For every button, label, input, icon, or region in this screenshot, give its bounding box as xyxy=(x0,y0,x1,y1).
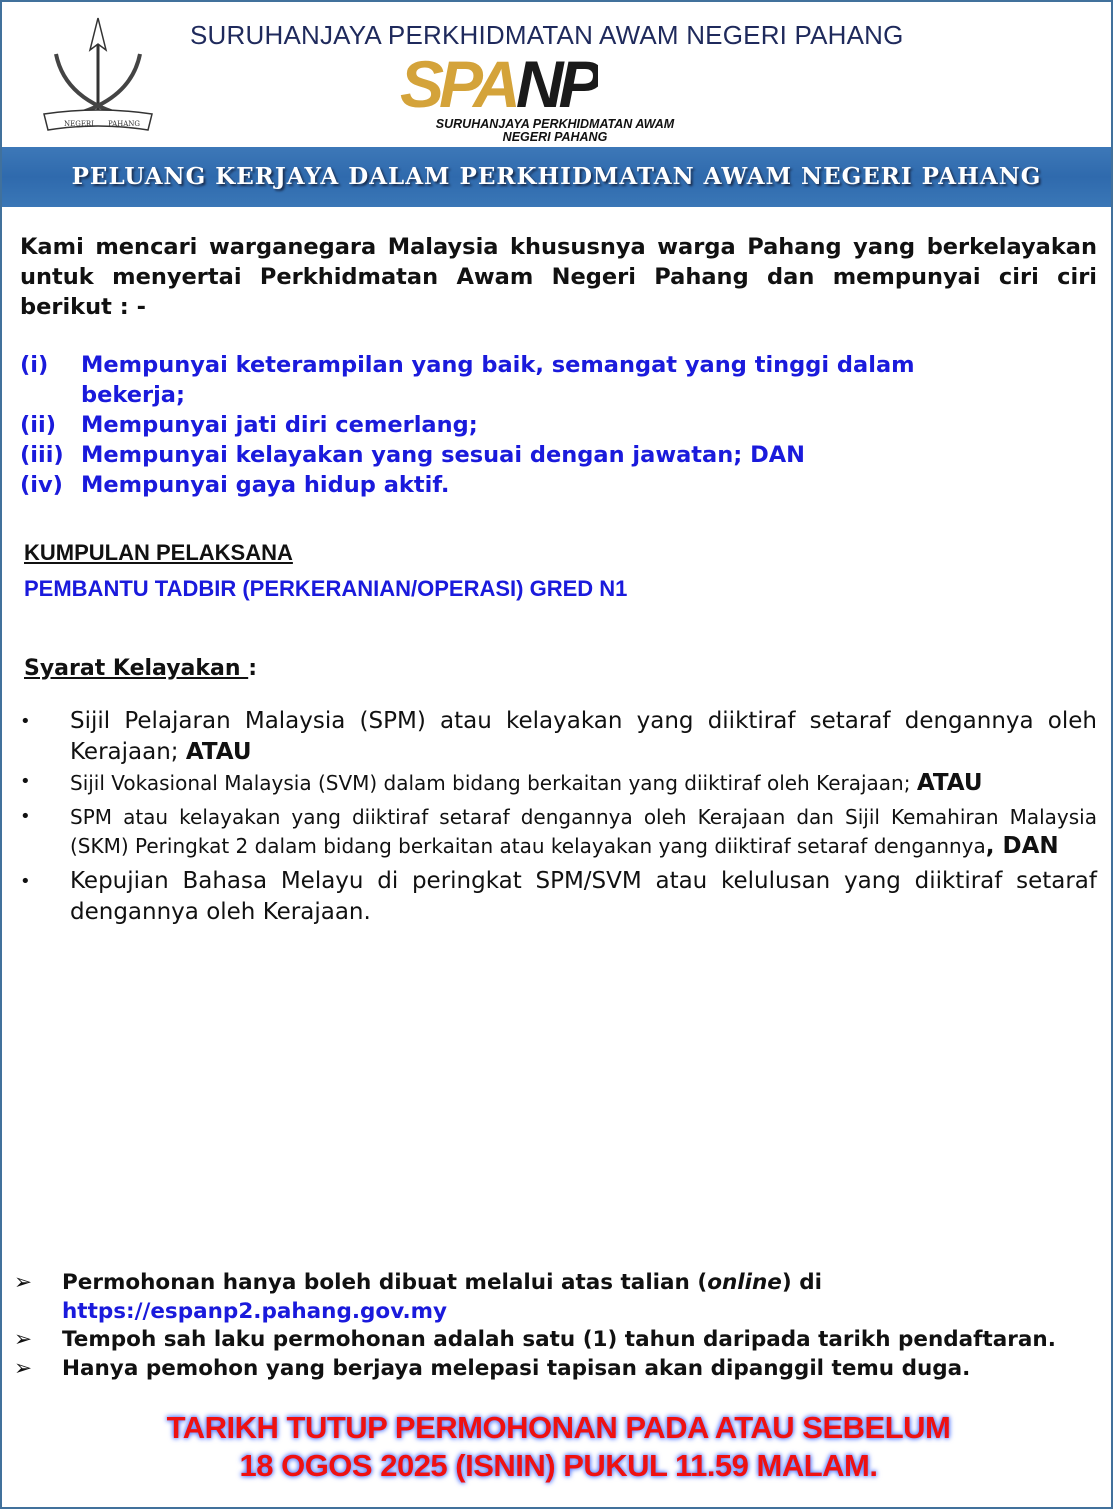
logo-subtitle-2: NEGERI PAHANG xyxy=(502,130,608,144)
pahang-crest-logo xyxy=(36,14,160,136)
criteria-item: (iv) Mempunyai gaya hidup aktif. xyxy=(20,472,450,498)
note-item: ➢ Hanya pemohon yang berjaya melepasi tapisan akan dipanggil temu duga. xyxy=(14,1355,971,1381)
spanp-logo xyxy=(398,52,718,146)
group-heading: KUMPULAN PELAKSANA xyxy=(24,540,293,565)
logo-subtitle-1: SURUHANJAYA PERKHIDMATAN AWAM xyxy=(435,117,675,131)
banner xyxy=(2,147,1111,207)
main-content xyxy=(14,232,1097,1495)
note-item: ➢ Permohonan hanya boleh dibuat melalui atas talian (online) di https://espanp2.pahang.gov.my xyxy=(14,1270,822,1324)
header-title: SURUHANJAYA PERKHIDMATAN AWAM NEGERI PAHANG xyxy=(190,20,904,50)
requirements-list xyxy=(20,706,1097,928)
banner-title: PELUANG KERJAYA DALAM PERKHIDMATAN AWAM NEGERI PAHANG xyxy=(71,163,1042,190)
requirement-item: • Kepujian Bahasa Melayu di peringkat SPM/SVM atau kelulusan yang diiktiraf setaraf dengannya oleh Kerajaan. xyxy=(20,868,1097,925)
requirement-item: • Sijil Vokasional Malaysia (SVM) dalam bidang berkaitan yang diiktiraf oleh Kerajaan; ATAU xyxy=(20,770,983,796)
note-item: ➢ Tempoh sah laku permohonan adalah satu (1) tahun daripada tarikh pendaftaran. xyxy=(14,1327,1056,1352)
criteria-item: (i) Mempunyai keterampilan yang baik, semangat yang tinggi dalam bekerja; xyxy=(20,352,915,408)
svg-text:PAHANG: PAHANG xyxy=(108,120,140,128)
svg-text:NEGERI: NEGERI xyxy=(64,120,94,128)
requirement-item: • Sijil Pelajaran Malaysia (SPM) atau kelayakan yang diiktiraf setaraf dengannya oleh Kerajaan; ATAU xyxy=(20,708,1097,765)
spanp-logo-wordmark: SPANP xyxy=(400,52,598,116)
criteria-list xyxy=(20,350,1020,500)
criteria-item: (iii) Mempunyai kelayakan yang sesuai dengan jawatan; DAN xyxy=(20,442,805,468)
notes-list xyxy=(14,1269,1084,1383)
requirement-item: • SPM atau kelayakan yang diiktiraf setaraf dengannya oleh Kerajaan dan Sijil Kemahiran Malaysia (SKM) Peringkat 2 dalam bidang berkaitan atau kelayakan yang diiktiraf setaraf dengannya, DAN xyxy=(20,805,1097,859)
criteria-item: (ii) Mempunyai jati diri cemerlang; xyxy=(20,412,478,438)
application-link[interactable]: https://espanp2.pahang.gov.my xyxy=(62,1298,448,1324)
position-title: PEMBANTU TADBIR (PERKERANIAN/OPERASI) GRED N1 xyxy=(24,576,628,601)
closing-date: TARIKH TUTUP PERMOHONAN PADA ATAU SEBELUM 18 OGOS 2025 (ISNIN) PUKUL 11.59 MALAM. xyxy=(166,1410,951,1483)
requirements-heading: Syarat Kelayakan : xyxy=(24,656,257,681)
intro-paragraph: Kami mencari warganegara Malaysia khususnya warga Pahang yang berkelayakan untuk menyertai Perkhidmatan Awam Negeri Pahang dan mempunyai ciri ciri berikut : - xyxy=(20,234,1097,320)
